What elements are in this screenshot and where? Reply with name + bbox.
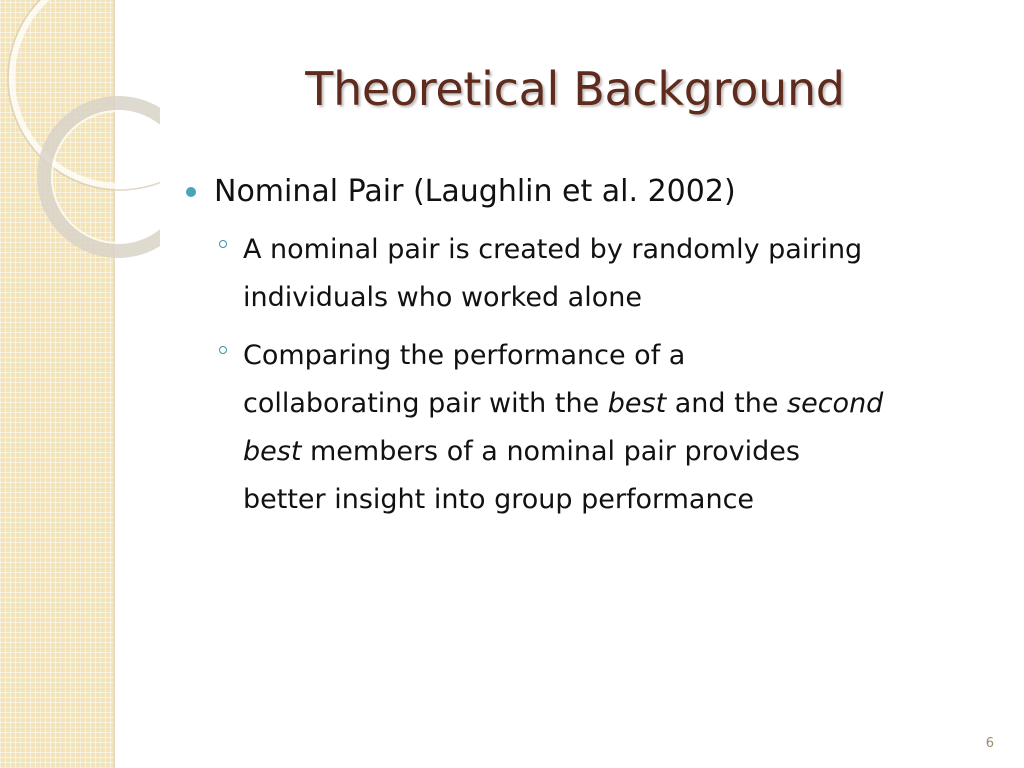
decorative-large-ring-edge [8, 0, 160, 190]
bullet-text-line: Comparing the performance of a [243, 340, 686, 371]
bullet-text-line: individuals who worked alone [243, 282, 642, 313]
bullet-level1 [186, 172, 996, 212]
emphasis-best: best [243, 436, 302, 467]
page-number: 6 [985, 736, 994, 751]
text-run: members of a nominal pair provides [301, 436, 800, 467]
emphasis-second: second [787, 388, 884, 419]
decorative-circles [0, 0, 160, 260]
bullet-text-line [243, 428, 996, 476]
bullet-level2-nominal-pair-definition [186, 226, 996, 322]
emphasis-best: best [607, 388, 667, 419]
bullet-text-line [243, 380, 996, 428]
hollow-bullet-icon [219, 240, 227, 248]
bullet-text-line: better insight into group performance [243, 484, 755, 515]
decorative-small-ring [44, 103, 160, 251]
slide-title: Theoretical Background [305, 62, 845, 116]
filled-bullet-icon [186, 187, 196, 197]
bullet-level1-text: Nominal Pair (Laughlin et al. 2002) [214, 174, 736, 209]
decorative-large-ring [12, 0, 160, 186]
slide-content [186, 172, 996, 534]
bullet-level2-comparison [186, 332, 996, 524]
hollow-bullet-icon [219, 346, 227, 354]
bullet-text-line: A nominal pair is created by randomly pairing [243, 234, 863, 265]
text-run: collaborating pair with the [243, 388, 608, 419]
text-run: and the [666, 388, 788, 419]
